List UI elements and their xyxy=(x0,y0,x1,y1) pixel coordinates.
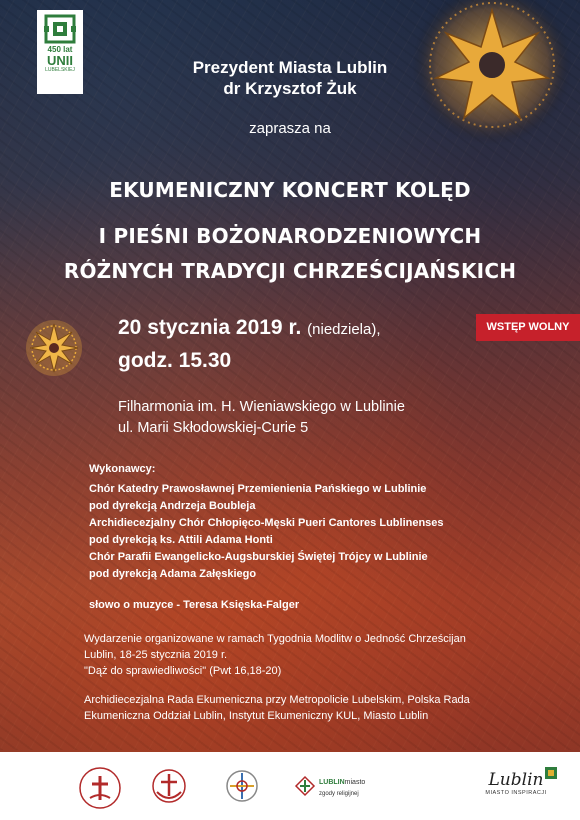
performers-heading: Wykonawcy: xyxy=(89,463,156,475)
miasto-word: miasto xyxy=(344,779,366,786)
ecumenical-council-logo-icon xyxy=(224,766,260,810)
performer-line: Chór Katedry Prawosławnej Przemienienia Pańskiego w Lublinie xyxy=(89,483,427,495)
free-entry-badge: WSTĘP WOLNY xyxy=(476,314,580,341)
logo-line-1: 450 lat xyxy=(47,45,73,54)
event-date-text: 20 stycznia 2019 r. xyxy=(118,316,302,339)
host-title: Prezydent Miasta Lublin xyxy=(192,58,388,77)
partners-line: Ekumeniczna Oddział Lublin, Instytut Ekumeniczny KUL, Miasto Lublin xyxy=(84,710,429,722)
performer-line: pod dyrekcją Adama Załęskiego xyxy=(89,568,257,580)
logo-line-2: UNII xyxy=(47,53,73,68)
host-name: dr Krzysztof Żuk xyxy=(223,79,357,98)
performer-line: pod dyrekcją Andrzeja Boubleja xyxy=(89,500,256,512)
concert-title-line-3: RÓŻNYCH TRADYCJI CHRZEŚCIJAŃSKICH xyxy=(63,259,517,283)
event-day-note: (niedziela), xyxy=(307,321,381,338)
performer-line: Archidiecezjalny Chór Chłopięco-Męski Pueri Cantores Lublinenses xyxy=(89,517,444,529)
organization-note xyxy=(84,631,544,679)
performer-line: pod dyrekcją ks. Attili Adama Honti xyxy=(89,534,273,546)
organization-line: Lublin, 18-25 stycznia 2019 r. xyxy=(84,649,228,661)
union-emblem-icon xyxy=(44,14,76,44)
oikoumene-logo-icon xyxy=(148,766,190,810)
words-on-music: słowo o muzyce - Teresa Księska-Falger xyxy=(89,599,300,611)
footer-logos xyxy=(0,752,580,820)
logo-line-3: LUBELSKIEJ xyxy=(45,67,75,73)
ornament-star-small xyxy=(24,318,84,378)
event-time: godz. 15.30 xyxy=(118,349,232,372)
invite-text: zaprasza na xyxy=(249,120,331,137)
organization-line: "Dąż do sprawiedliwości" (Pwt 16,18-20) xyxy=(84,665,282,677)
kul-institute-logo-icon xyxy=(78,766,122,810)
partners-note xyxy=(84,692,544,724)
religious-harmony-word: zgody religijnej xyxy=(319,791,359,797)
lublin-religious-harmony-label xyxy=(319,776,365,798)
lublin-brand-text: Lublin xyxy=(488,770,544,790)
concert-title-line-1: EKUMENICZNY KONCERT KOLĘD xyxy=(109,178,471,202)
event-date xyxy=(118,316,381,340)
venue-name: Filharmonia im. H. Wieniawskiego w Lublinie xyxy=(118,399,405,415)
lublin-religious-harmony-logo-icon xyxy=(293,774,317,798)
lublin-brand-mark-icon xyxy=(544,766,558,780)
organization-line: Wydarzenie organizowane w ramach Tygodnia Modlitw o Jedność Chrześcijan xyxy=(84,633,466,645)
lublin-brand-subtitle: MIASTO INSPIRACJI xyxy=(485,790,547,796)
concert-title-line-2: I PIEŚNI BOŻONARODZENIOWYCH xyxy=(98,224,482,248)
performers-list xyxy=(89,481,444,583)
partners-line: Archidiecezjalna Rada Ekumeniczna przy Metropolicie Lubelskim, Polska Rada xyxy=(84,694,470,706)
performer-line: Chór Parafii Ewangelicko-Augsburskiej Świętej Trójcy w Lublinie xyxy=(89,551,428,563)
venue-address: ul. Marii Skłodowskiej-Curie 5 xyxy=(118,420,309,436)
lublin-word: LUBLIN xyxy=(319,779,345,786)
